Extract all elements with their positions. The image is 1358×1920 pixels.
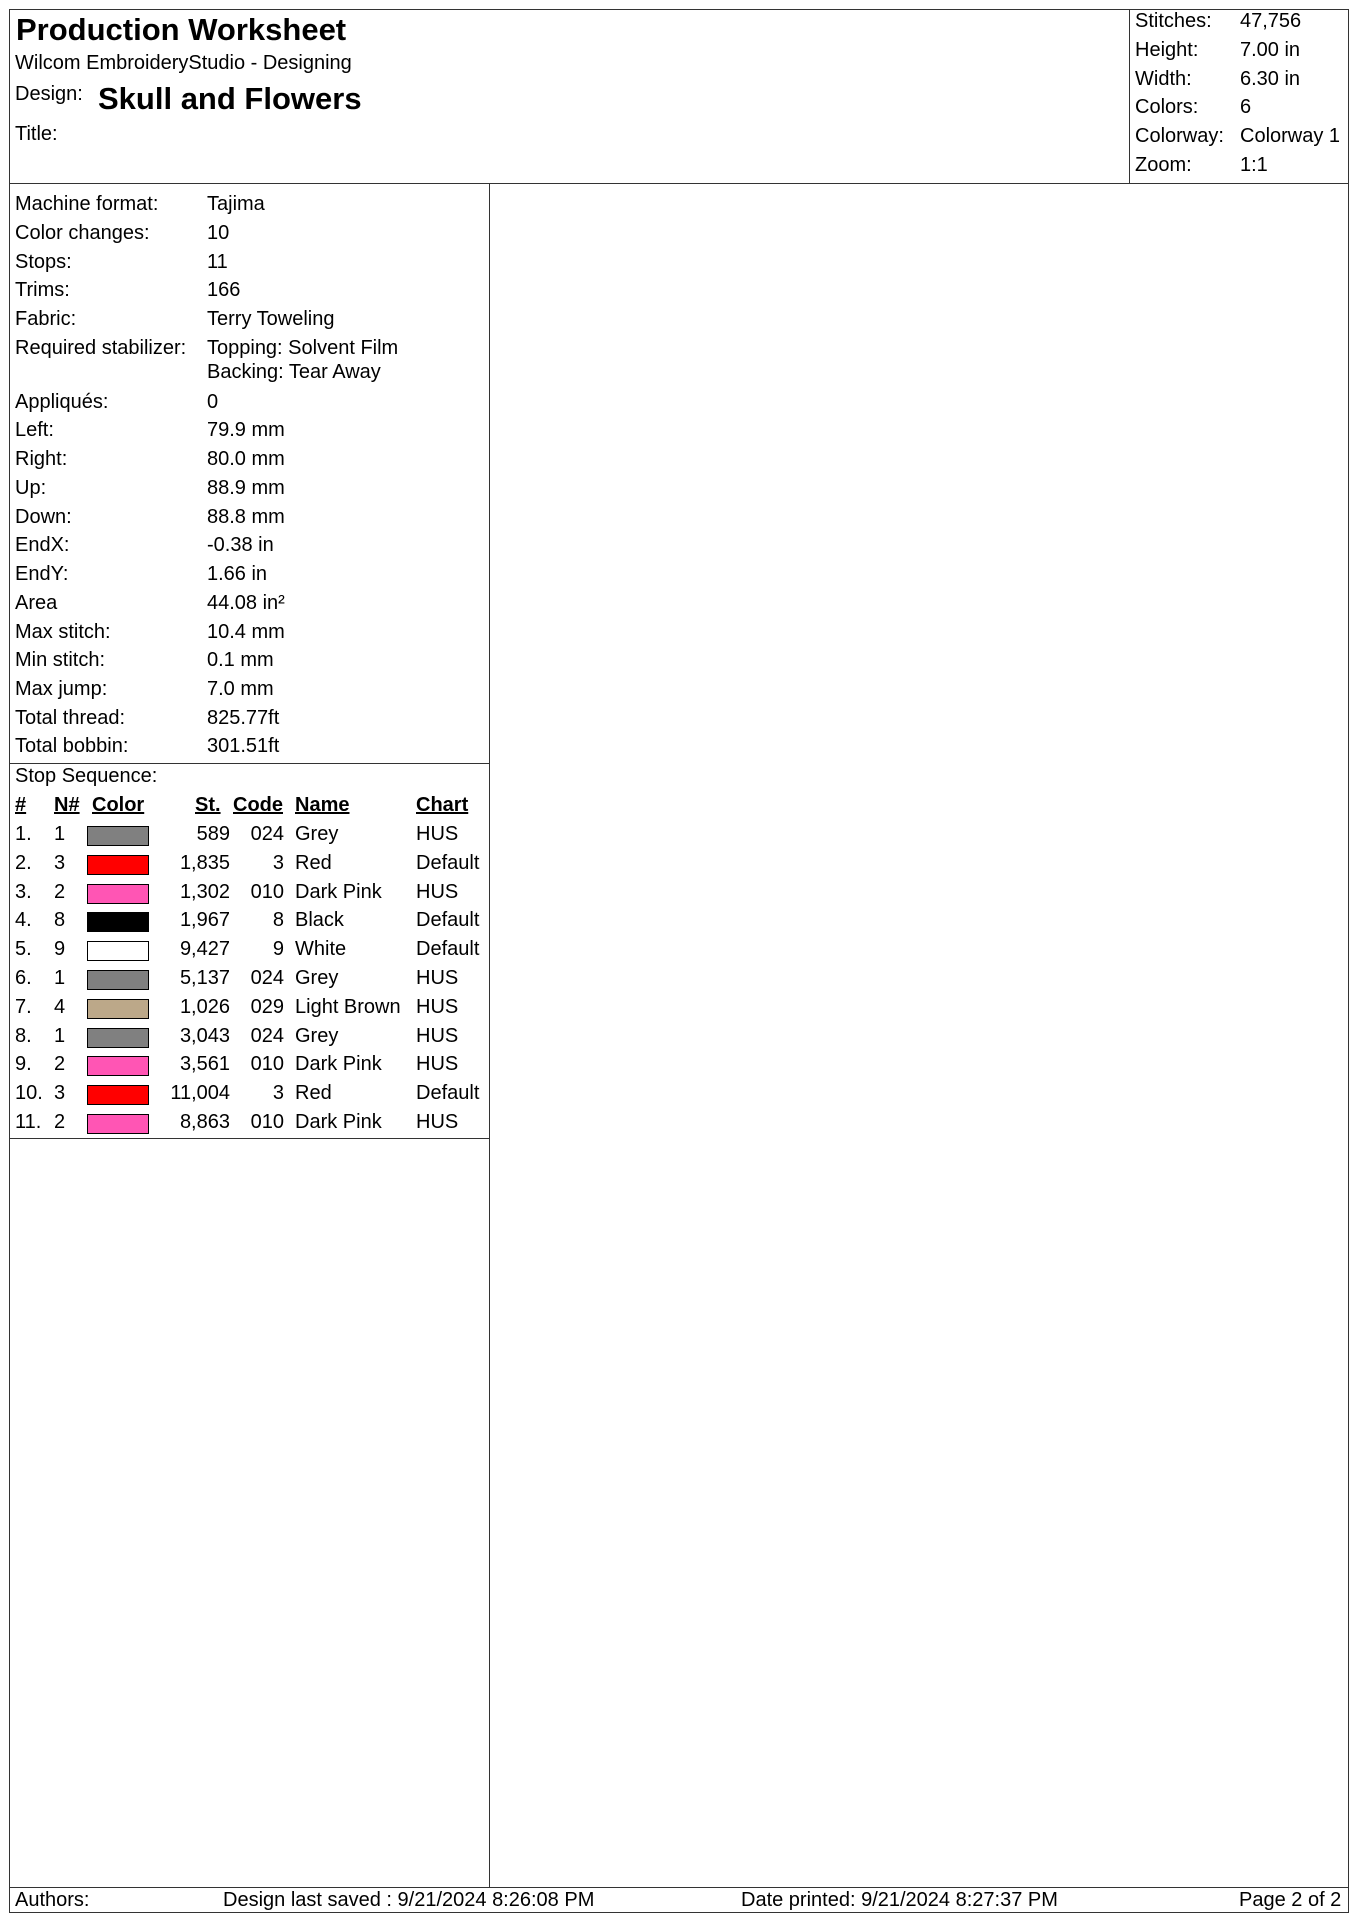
col-header-code: Code — [233, 794, 283, 816]
color-swatch — [87, 884, 149, 904]
row-name: Dark Pink — [295, 1053, 382, 1076]
color-swatch — [87, 1056, 149, 1076]
row-name: Grey — [295, 1024, 339, 1047]
production-worksheet — [9, 9, 1349, 1913]
row-code: 3 — [272, 851, 284, 874]
row-chart: HUS — [416, 967, 459, 989]
row-needle: 3 — [54, 1082, 66, 1105]
col-header-chart: Chart — [416, 794, 469, 816]
color-swatch — [87, 999, 149, 1019]
row-name: Grey — [295, 967, 339, 989]
stat-stitches: Stitches: 47,756 — [1135, 10, 1302, 32]
color-swatch — [87, 1085, 149, 1105]
row-stitches: 5,137 — [179, 967, 230, 989]
table-row — [10, 938, 489, 967]
row-num: 10. — [15, 1082, 43, 1105]
col-header-needle: N# — [54, 794, 80, 816]
row-name: Grey — [295, 823, 339, 845]
row-chart: HUS — [416, 823, 459, 845]
row-stitches: 9,427 — [179, 938, 230, 961]
row-num: 1. — [15, 823, 32, 845]
row-stitches: 1,835 — [179, 851, 230, 874]
row-chart: HUS — [416, 995, 459, 1018]
footer-date-printed: Date printed: 9/21/2024 8:27:37 PM — [741, 1889, 1058, 1911]
stat-height: Height: 7.00 in — [1135, 39, 1301, 61]
color-swatch — [87, 941, 149, 961]
row-code: 8 — [272, 909, 284, 932]
table-row — [10, 909, 489, 938]
worksheet-header — [10, 10, 1348, 184]
table-row — [10, 1025, 489, 1054]
row-chart: Default — [416, 938, 480, 961]
row-name: Light Brown — [295, 995, 401, 1018]
table-row — [10, 823, 489, 852]
footer-last-saved: Design last saved : 9/21/2024 8:26:08 PM — [223, 1889, 595, 1911]
row-needle: 3 — [54, 851, 66, 874]
design-label: Design: — [15, 83, 83, 105]
footer-page-number: Page 2 of 2 — [1239, 1889, 1342, 1911]
stat-colors: Colors: 6 — [1135, 96, 1252, 118]
row-needle: 2 — [54, 880, 66, 903]
row-chart: HUS — [416, 1024, 459, 1047]
row-stitches: 3,043 — [179, 1024, 230, 1047]
worksheet-footer — [10, 1887, 1348, 1913]
row-needle: 2 — [54, 1111, 66, 1133]
row-name: Black — [295, 909, 344, 932]
color-swatch — [87, 1028, 149, 1048]
row-name: Red — [295, 851, 332, 874]
row-needle: 1 — [54, 823, 66, 845]
row-code: 010 — [250, 1053, 284, 1076]
table-row — [10, 1111, 489, 1140]
row-stitches: 1,302 — [179, 880, 230, 903]
row-code: 010 — [250, 880, 284, 903]
table-row — [10, 1082, 489, 1111]
stop-sequence-title: Stop Sequence: — [15, 765, 158, 787]
row-num: 2. — [15, 851, 32, 874]
row-num: 7. — [15, 995, 32, 1018]
table-row — [10, 1053, 489, 1082]
color-swatch — [87, 826, 149, 846]
stat-zoom: Zoom: 1:1 — [1135, 154, 1268, 176]
table-row — [10, 852, 489, 881]
row-chart: HUS — [416, 1111, 459, 1133]
table-row — [10, 996, 489, 1025]
color-swatch — [87, 970, 149, 990]
table-row — [10, 967, 489, 996]
row-chart: Default — [416, 909, 480, 932]
details-panel: Machine format: Tajima Color changes: 10 Stops: 11 Trims: 166 Fabric: Terry Toweling Required stabilizer: Topping: Solvent Film Backing: Tear Away Appliqués: 0 Left: 79.9 mm Right: 80.0 mm Up: 88.9 mm Down: 88.8 mm EndX: -0.38 in EndY: 1.66 in Area 44.08 in² Max stitch: 10.4 mm Min stitch: 0.1 mm Max jump: 7.0 mm Total thread: 825.77ft Total bobbin: 301.51ft Stop Sequence: # N# Color St. Code Name Chart 1. 1 589 024 Grey HUS 2. 3 1,835 3 Red Default 3. 2 1,302 010 Dark Pink HUS 4. 8 1,967 8 Black Default 5. 9 9,427 9 White Default 6. 1 5,137 024 Grey HUS 7. 4 1,026 029 Light Brown HUS 8. 1 3,043 024 Grey HUS 9. 2 3,561 010 Dark Pink HUS 10. 3 11,004 3 Red Default 11. 2 8,863 010 Dark Pink HUS — [10, 183, 490, 1887]
row-name: White — [295, 938, 347, 961]
row-stitches: 589 — [196, 823, 230, 845]
col-header-stitches: St. — [195, 794, 221, 816]
row-name: Red — [295, 1082, 332, 1105]
color-swatch — [87, 912, 149, 932]
color-swatch — [87, 855, 149, 875]
row-chart: Default — [416, 851, 480, 874]
row-num: 9. — [15, 1053, 32, 1076]
row-num: 5. — [15, 938, 32, 961]
row-stitches: 1,026 — [179, 995, 230, 1018]
design-name: Skull and Flowers — [98, 81, 362, 116]
design-stats-panel — [1129, 10, 1349, 183]
col-header-color: Color — [92, 794, 145, 816]
row-stitches: 1,967 — [179, 909, 230, 932]
row-needle: 2 — [54, 1053, 66, 1076]
row-num: 4. — [15, 909, 32, 932]
row-code: 024 — [250, 823, 284, 845]
row-needle: 9 — [54, 938, 66, 961]
row-name: Dark Pink — [295, 1111, 382, 1133]
row-code: 9 — [272, 938, 284, 961]
color-swatch — [87, 1114, 149, 1134]
table-bottom-divider — [10, 1138, 489, 1139]
stat-colorway: Colorway: Colorway 1 — [1135, 125, 1341, 147]
row-stitches: 11,004 — [170, 1082, 230, 1105]
section-divider — [10, 763, 489, 764]
table-row — [10, 881, 489, 910]
row-code: 024 — [250, 1024, 284, 1047]
row-code: 3 — [272, 1082, 284, 1105]
row-needle: 8 — [54, 909, 66, 932]
row-chart: Default — [416, 1082, 480, 1105]
row-num: 3. — [15, 880, 32, 903]
row-needle: 4 — [54, 995, 66, 1018]
row-needle: 1 — [54, 967, 66, 989]
footer-authors: Authors: — [15, 1889, 90, 1911]
row-chart: HUS — [416, 880, 459, 903]
title-label: Title: — [15, 123, 58, 145]
page-title: Production Worksheet — [16, 12, 347, 47]
col-header-num: # — [15, 794, 27, 816]
row-stitches: 8,863 — [179, 1111, 230, 1133]
row-name: Dark Pink — [295, 880, 382, 903]
col-header-name: Name — [295, 794, 350, 816]
row-num: 11. — [15, 1111, 42, 1133]
row-needle: 1 — [54, 1024, 66, 1047]
row-stitches: 3,561 — [179, 1053, 230, 1076]
row-code: 024 — [250, 967, 284, 989]
stat-width: Width: 6.30 in — [1135, 68, 1301, 90]
row-chart: HUS — [416, 1053, 459, 1076]
row-num: 6. — [15, 967, 32, 989]
row-code: 029 — [250, 995, 284, 1018]
row-num: 8. — [15, 1024, 32, 1047]
row-code: 010 — [250, 1111, 284, 1133]
app-subtitle: Wilcom EmbroideryStudio - Designing — [15, 52, 352, 74]
